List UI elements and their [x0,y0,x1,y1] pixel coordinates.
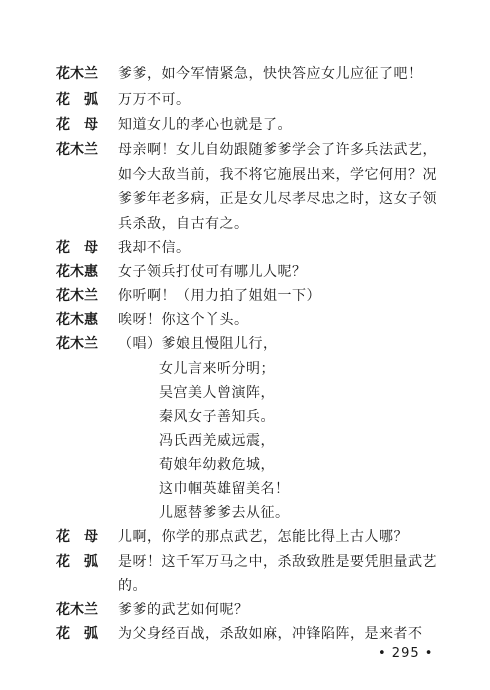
dialogue-text: 兵杀敌，自古有之。 [118,216,249,232]
dialogue-text: 女子领兵打仗可有哪儿人呢？ [118,264,307,280]
speaker-name: 花 母 [56,529,98,545]
dialogue-text: 为父身经百战，杀敌如麻，冲锋陷阵，是来者不 [118,626,423,642]
speaker-name: 花 弧 [56,92,98,108]
speaker-name: 花 母 [56,117,98,133]
verse-text: 女儿言来听分明； [159,361,275,377]
dialogue-text: （唱）爹娘且慢阻儿行， [118,336,278,352]
verse-text: 这巾帼英雄留美名！ [159,481,290,497]
verse-text: 秦风女子善知兵。 [159,409,275,425]
speaker-name: 花 弧 [56,626,98,642]
verse-text: 荀娘年幼救危城， [159,457,275,473]
dialogue-text: 母亲啊！女儿自幼跟随爹爹学会了许多兵法武艺， [118,142,437,158]
dialogue-text: 你听啊！（用力拍了姐姐一下） [118,288,321,304]
verse-text: 儿愿替爹爹去从征。 [159,505,290,521]
verse-text: 吴宫美人曾演阵， [159,385,275,401]
dialogue-text: 唉呀！你这个丫头。 [118,312,249,328]
dialogue-text: 万万不可。 [118,92,191,108]
speaker-name: 花木兰 [56,602,98,618]
speaker-name: 花 弧 [56,554,98,570]
page-number: • 295 • [378,646,434,661]
speaker-name: 花木兰 [56,66,98,82]
speaker-name: 花木兰 [56,336,98,352]
dialogue-text: 知道女儿的孝心也就是了。 [118,117,292,133]
speaker-name: 花 母 [56,240,98,256]
dialogue-text: 我却不信。 [118,240,191,256]
verse-text: 冯氏西羌威远震， [159,433,275,449]
dialogue-text: 儿啊，你学的那点武艺，怎能比得上古人哪？ [118,529,408,545]
speaker-name: 花木惠 [56,264,98,280]
dialogue-text: 是呀！这千军万马之中，杀敌致胜是要凭胆量武艺 [118,554,437,570]
dialogue-text: 的。 [118,578,147,594]
speaker-name: 花木兰 [56,288,98,304]
dialogue-text: 如今大敌当前，我不将它施展出来，学它何用？况 [118,167,437,183]
dialogue-text: 爹爹的武艺如何呢？ [118,602,249,618]
dialogue-text: 爹爹，如今军情紧急，快快答应女儿应征了吧！ [118,66,423,82]
dialogue-text: 爹爹年老多病，正是女儿尽孝尽忠之时，这女子领 [118,191,437,207]
speaker-name: 花木惠 [56,312,98,328]
speaker-name: 花木兰 [56,142,98,158]
